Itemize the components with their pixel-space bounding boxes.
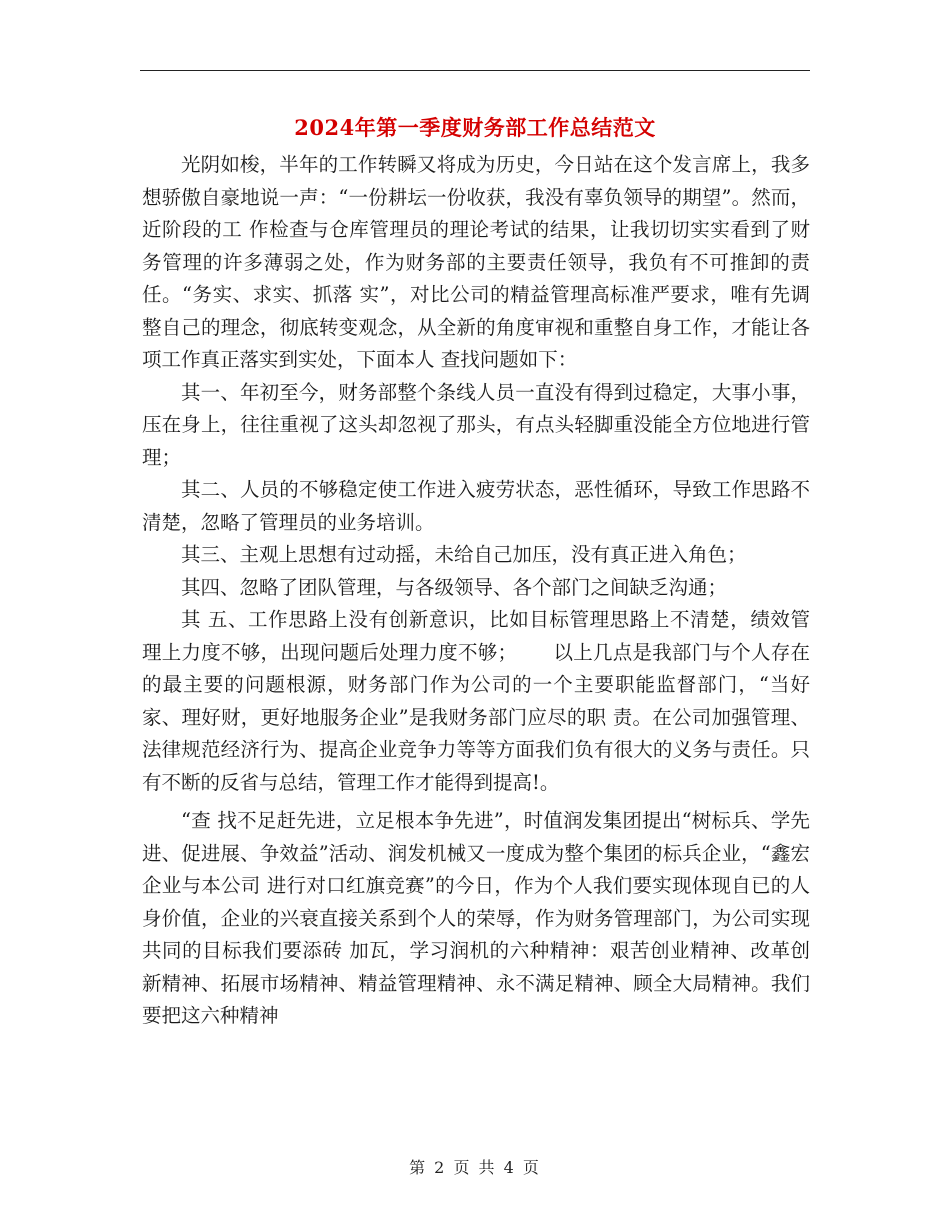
paragraph-issue-1: 其一、年初至今，财务部整个条线人员一直没有得到过稳定，大事小事，压在身上，往往重视了这头却忽视了那头，有点头轻脚重没能全方位地进行管理；: [142, 380, 810, 469]
header-rule: [140, 70, 810, 71]
page-title: 2024年第一季度财务部工作总结范文: [294, 115, 656, 140]
page-number: 第 2 页 共 4 页: [409, 1158, 541, 1177]
paragraph-intro: 光阴如梭，半年的工作转瞬又将成为历史，今日站在这个发言席上，我多想骄傲自豪地说一声：“一份耕坛一份收获，我没有辜负领导的期望”。然而，近阶段的工 作检查与仓库管理员的理论考试的结果，让我切切实实看到了财务管理的许多薄弱之处，作为财务部的主要责任领导，我负有不可推卸的责任。“务实、求实、抓落 实”，对比公司的精益管理高标准严要求，唯有先调整自己的理念，彻底转变观念，从全新的角度审视和重整自身工作，才能让各项工作真正落实到实处，下面本人 查找问题如下：: [142, 153, 810, 371]
document-body: [142, 149, 810, 1033]
paragraph-issue-5: 其 五、工作思路上没有创新意识，比如目标管理思路上不清楚，绩效管理上力度不够，出现问题后处理力度不够； 以上几点是我部门与个人存在的最主要的问题根源，财务部门作为公司的一个主要职能监督部门，“当好家、理好财，更好地服务企业”是我财务部门应尽的职 责。在公司加强管理、法律规范经济行为、提高企业竞争力等等方面我们负有很大的义务与责任。只有不断的反省与总结，管理工作才能得到提高!。: [142, 608, 810, 794]
paragraph-issue-2: 其二、人员的不够稳定使工作进入疲劳状态，恶性循环，导致工作思路不清楚，忽略了管理员的业务培训。: [142, 478, 810, 534]
paragraph-issue-3: 其三、主观上思想有过动摇，未给自己加压，没有真正进入角色；: [181, 543, 747, 566]
paragraph-issue-4: 其四、忽略了团队管理，与各级领导、各个部门之间缺乏沟通；: [181, 575, 728, 599]
paragraph-spirit: “查 找不足赶先进，立足根本争先进”，时值润发集团提出“树标兵、学先进、促进展、争效益”活动、润发机械又一度成为整个集团的标兵企业，“鑫宏企业与本公司 进行对口红旗竞赛”的今日，作为个人我们要实现体现自已的人身价值，企业的兴衰直接关系到个人的荣辱，作为财务管理部门，为公司实现共同的目标我们要添砖 加瓦，学习润机的六种精神：艰苦创业精神、改革创新精神、拓展市场精神、精益管理精神、永不满足精神、顾全大局精神。我们要把这六种精神: [142, 809, 810, 1027]
